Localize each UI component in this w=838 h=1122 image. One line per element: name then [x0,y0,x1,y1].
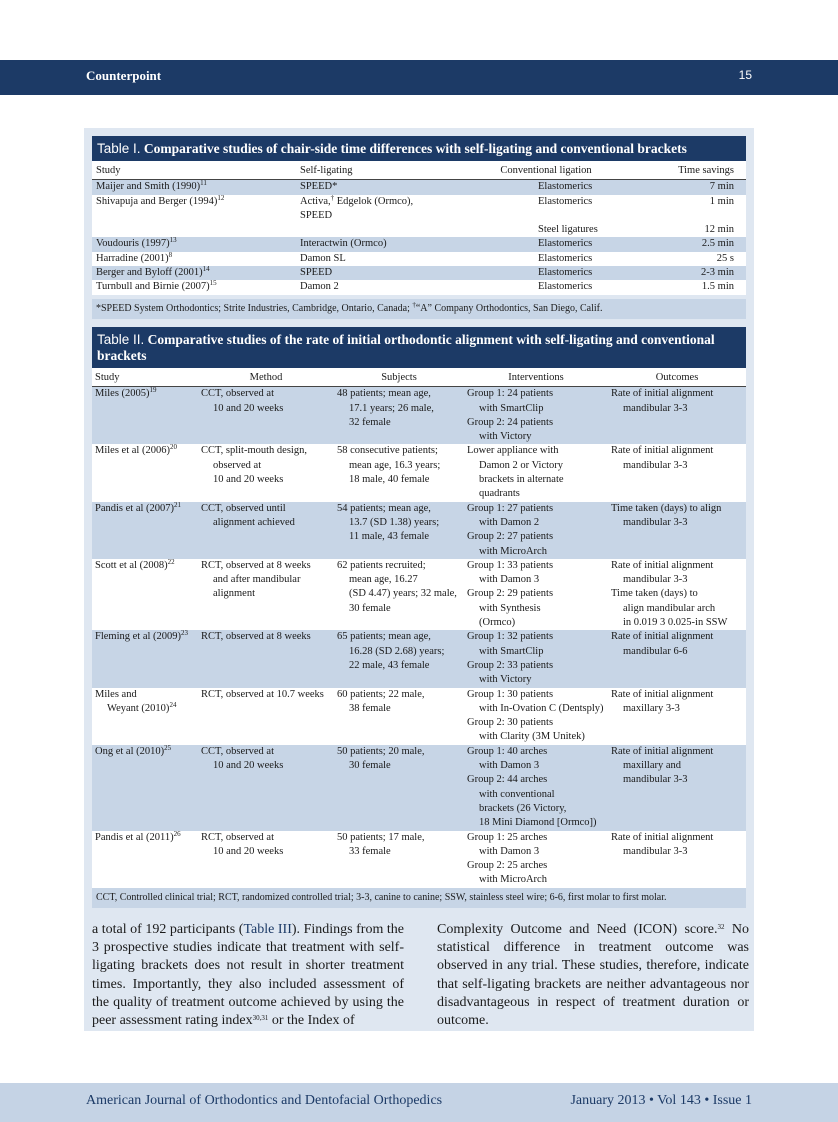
self-ligating: SPEED [300,267,333,279]
table-cell [92,180,274,195]
outcomes-line: Rate of initial alignment [611,745,714,757]
table-cell [440,280,652,294]
conventional-ligation: Elastomerics [538,267,593,279]
outcomes-line: Time taken (days) to align [611,502,722,514]
conventional-ligation: Elastomerics [538,238,593,250]
study-name: Maijer and Smith (1990) [96,181,201,193]
table-cell [464,688,608,745]
table-cell [440,180,652,195]
table-cell [440,237,652,251]
table-cell [274,180,440,195]
column-header: Outcomes [608,368,746,387]
self-ligating: Edgelok (Ormco), SPEED [300,195,414,221]
table-row [92,831,746,888]
issue-info: January 2013 • Vol 143 • Issue 1 [570,1093,752,1108]
subjects-line: 13.7 (SD 1.38) years; [349,516,440,528]
conventional-ligation: Steel ligatures [538,224,598,236]
table-row [92,280,746,294]
outcomes-line: Rate of initial alignment [611,831,714,843]
table-cell [334,387,464,445]
section-title: Counterpoint [86,68,162,83]
subjects-line: 18 male, 40 female [349,474,430,486]
interventions-line: Group 2: 30 patients [467,717,554,729]
table-cell [198,831,334,888]
dagger-mark: † [330,193,335,202]
table-cell [198,444,334,501]
interventions-line: Lower appliance with [467,445,559,457]
table-cell [652,195,746,224]
interventions-line: with MicroArch [479,545,547,557]
citation-ref: 32 [717,923,725,931]
table-row [92,266,746,280]
study-name: Scott et al $(2008)^{22}$ [95,557,175,571]
table-cell [652,252,746,266]
method-line: RCT, observed at 8 weeks [201,559,311,571]
table-cell [608,630,746,687]
self-ligating: Interactwin (Ormco) [300,238,387,250]
table-2-caption [92,327,746,368]
study-name: Shivapuja and Berger (1994) [96,195,218,207]
table-1 [92,136,746,319]
table-cell [198,559,334,630]
column-header: Conventional ligation [440,161,652,180]
table-cell [274,195,440,224]
table-1-title: Comparative studies of chair-side time differences with self-ligating and conventional brackets [143,141,687,156]
table-cell [92,195,274,224]
footnote-text: *SPEED System Orthodontics; Strite Industries, Cambridge, Ontario, Canada; [96,302,413,314]
table-1-grid [92,161,746,295]
table-cell [464,444,608,501]
table-cell [92,831,198,888]
table-row [92,223,746,237]
interventions-line: Group 1: 33 patients [467,559,554,571]
table-cell [652,280,746,294]
study-name: Pandis et al $(2007)^{21}$ [95,500,182,514]
table-cell [198,502,334,559]
study-name: Berger and Byloff (2001) [96,267,203,279]
method-line: CCT, split-mouth design, [201,445,307,457]
table-cell [92,688,198,745]
study-name: Turnbull and Birnie (2007) [96,281,210,293]
conventional-ligation: Elastomerics [538,195,593,207]
table-cell [608,502,746,559]
subjects-line: 22 male, 43 female [349,659,430,671]
table-cell [334,502,464,559]
subjects-line: 65 patients; mean age, [337,631,431,643]
self-ligating: SPEED* [300,181,338,193]
interventions-line: with Victory [479,674,532,686]
interventions-line: 18 Mini Diamond [Ormco]) [479,817,597,829]
running-footer [0,1083,838,1122]
citation-ref: 15 [209,279,217,288]
interventions-line: Group 2: 27 patients [467,531,554,543]
subjects-line: 50 patients; 17 male, [337,831,425,843]
table-cell [92,502,198,559]
table-cell [92,223,274,237]
outcomes-line: maxillary and [623,760,682,772]
interventions-line: with Victory [479,431,532,443]
outcomes-line: maxillary 3-3 [623,702,680,714]
outcomes-line: Rate of initial alignment [611,388,714,400]
subjects-line: 30 female [349,602,391,614]
outcomes-line: Rate of initial alignment [611,631,714,643]
table-cell [464,559,608,630]
column-header: Time savings [652,161,746,180]
table-cell [92,444,198,501]
table-cell [198,630,334,687]
table-cell [334,630,464,687]
citation-ref: 12 [217,193,225,202]
table-cell [652,180,746,195]
table-2-title: Comparative studies of the rate of initial orthodontic alignment with self-ligating and conventional brackets [97,332,715,363]
table-cell [608,745,746,831]
table-3-link[interactable]: Table III [243,922,292,937]
body-text: Complexity Outcome and Need (ICON) score. [437,922,718,937]
table-cell [334,745,464,831]
method-line: 10 and 20 weeks [213,402,284,414]
self-ligating: Activa, [300,195,331,207]
interventions-line: with MicroArch [479,874,547,886]
page-number: 15 [738,68,752,82]
interventions-line: Group 2: 25 arches [467,860,548,872]
interventions-line: with Damon 2 [479,516,540,528]
table-1-header-row [92,161,746,180]
study-name: Harradine (2001) [96,252,169,264]
interventions-line: with Synthesis [479,602,541,614]
citation-ref: 11 [200,179,207,188]
body-text: a total of 192 participants ( [92,922,244,937]
table-cell [92,280,274,294]
outcomes-line: align mandibular arch [623,602,716,614]
outcomes-line: Rate of initial alignment [611,688,714,700]
outcomes-line: Rate of initial alignment [611,559,714,571]
interventions-line: Group 1: 24 patients [467,388,554,400]
self-ligating: Damon SL [300,252,346,264]
table-cell [608,387,746,445]
interventions-line: with Damon 3 [479,845,540,857]
journal-name: American Journal of Orthodontics and Dentofacial Orthopedics [86,1093,443,1108]
interventions-line: Group 1: 25 arches [467,831,548,843]
method-line: 10 and 20 weeks [213,845,284,857]
table-cell [198,745,334,831]
method-line: observed at [213,459,262,471]
table-cell [92,745,198,831]
table-row [92,688,746,745]
table-row [92,630,746,687]
interventions-line: with SmartClip [479,402,544,414]
table-cell [198,387,334,445]
time-savings: 2-3 min [701,267,734,279]
table-cell [608,444,746,501]
table-cell [274,280,440,294]
citation-ref: 8 [168,250,173,259]
table-cell [334,831,464,888]
citation-ref: 24 [169,700,177,709]
table-row [92,444,746,501]
method-line: RCT, observed at 10.7 weeks [201,688,324,700]
subjects-line: 58 consecutive patients; [337,445,438,457]
table-cell [274,252,440,266]
table-cell [464,387,608,445]
subjects-line: 62 patients recruited; [337,559,426,571]
table-cell [274,266,440,280]
time-savings: 25 s [716,252,734,264]
outcomes-line: Rate of initial alignment [611,445,714,457]
conventional-ligation: Elastomerics [538,181,593,193]
subjects-line: 32 female [349,416,391,428]
table-cell [198,688,334,745]
table-cell [440,223,652,237]
interventions-line: with SmartClip [479,645,544,657]
column-header: Method [198,368,334,387]
dagger-mark: † [412,300,416,309]
column-header: Interventions [464,368,608,387]
study-name: Miles et al $(2006)^{20}$ [95,443,177,457]
interventions-line: Group 2: 29 patients [467,588,554,600]
method-line: alignment achieved [213,516,295,528]
subjects-line: 60 patients; 22 male, [337,688,425,700]
study-name: Ong et al $(2010)^{25}$ [95,743,172,757]
outcomes-line: mandibular 3-3 [623,574,688,586]
interventions-line: Group 1: 40 arches [467,745,548,757]
table-2-label: Table II. [97,332,145,347]
table-cell [608,559,746,630]
interventions-line: with Damon 3 [479,574,540,586]
interventions-line: Group 2: 44 arches [467,774,548,786]
interventions-line: (Ormco) [479,617,516,629]
time-savings: 7 min [709,181,734,193]
table-cell [92,237,274,251]
subjects-line: (SD 4.47) years; 32 male, [349,588,457,600]
citation-ref: 23 [181,629,189,638]
method-line: CCT, observed at [201,745,274,757]
table-row [92,387,746,445]
interventions-line: with Damon 3 [479,760,540,772]
interventions-line: Group 1: 30 patients [467,688,554,700]
table-2-header-row [92,368,746,387]
table-cell [274,237,440,251]
table-row [92,195,746,224]
interventions-line: with conventional [479,788,555,800]
study-name: Fleming et al $(2009)^{23}$ [95,629,189,643]
column-header: Subjects [334,368,464,387]
outcomes-line: mandibular 3-3 [623,774,688,786]
table-cell [464,630,608,687]
subjects-line: 48 patients; mean age, [337,388,431,400]
table-row [92,252,746,266]
outcomes-line: mandibular 6-6 [623,645,688,657]
time-savings: 1.5 min [701,281,734,293]
body-text: or the Index of [268,1013,355,1029]
body-text: No statistical difference in treatment outcome was observed in any trial. These studies, therefore, indicate that self-ligating brackets are neither advantageous nor disadvantageous in respect of treatment duration or outcome. [437,922,749,1029]
table-cell [652,223,746,237]
table-cell [440,266,652,280]
time-savings: 1 min [709,195,734,207]
body-column-left [92,921,404,1030]
outcomes-line: mandibular 3-3 [623,845,688,857]
outcomes-line: in 0.019 3 0.025-in SSW [623,617,728,629]
table-cell [92,387,198,445]
citation-ref: 20 [169,443,177,452]
method-line: RCT, observed at 8 weeks [201,631,311,643]
interventions-line: quadrants [479,488,520,500]
outcomes-line: mandibular 3-3 [623,402,688,414]
table-cell [464,502,608,559]
table-cell [92,630,198,687]
subjects-line: 11 male, 43 female [349,531,430,543]
interventions-line: with In-Ovation C (Dentsply) [479,702,604,714]
outcomes-line: mandibular 3-3 [623,516,688,528]
method-line: CCT, observed at [201,388,274,400]
interventions-line: brackets in alternate [479,474,564,486]
subjects-line: 30 female [349,760,391,772]
subjects-line: 50 patients; 20 male, [337,745,425,757]
table-cell [92,252,274,266]
table-2-grid [92,368,746,888]
study-name: Weyant $(2010)^{24}$ [107,700,177,714]
table-cell [608,688,746,745]
subjects-line: 16.28 (SD 2.68) years; [349,645,445,657]
interventions-line: with Clarity (3M Unitek) [479,731,585,743]
interventions-line: brackets (26 Victory, [479,802,567,814]
citation-ref: 22 [167,557,175,566]
table-2 [92,327,746,908]
table-cell [652,266,746,280]
table-row [92,237,746,251]
citation-ref: 30,31 [252,1014,269,1023]
method-line: 10 and 20 weeks [213,760,284,772]
study-name: Voudouris (1997) [96,238,170,250]
subjects-line: 17.1 years; 26 male, [349,402,434,414]
outcomes-line: Time taken (days) to [611,588,698,600]
body-text: ). Findings from the 3 prospective studies indicate that treatment with self-ligating brackets does not result in shorter treatment times. Importantly, they also included assessment of the quality of treatment outcome achieved by using the peer assessment rating index [92,922,404,1029]
subjects-line: mean age, 16.27 [349,574,418,586]
citation-ref: 19 [149,386,157,395]
study-name: Pandis et al $(2011)^{26}$ [95,829,181,843]
table-1-footnote [92,299,746,319]
column-header: Self-ligating [274,161,440,180]
method-line: 10 and 20 weeks [213,474,284,486]
table-cell [464,745,608,831]
citation-ref: 14 [202,265,210,274]
citation-ref: 26 [173,829,181,838]
subjects-line: mean age, 16.3 years; [349,459,441,471]
study-name: Miles $(2005)^{19}$ [95,386,157,400]
table-cell [92,559,198,630]
table-cell [334,559,464,630]
table-row [92,502,746,559]
running-header [0,60,838,95]
table-1-caption [92,136,746,161]
table-row [92,559,746,630]
table-2-footnote: CCT, Controlled clinical trial; RCT, randomized controlled trial; 3-3, canine to canine; SSW, stainless steel wire; 6-6, first molar to first molar. [92,888,746,908]
citation-ref: 13 [169,236,177,245]
interventions-line: Group 1: 27 patients [467,502,554,514]
table-cell [440,195,652,224]
subjects-line: 54 patients; mean age, [337,502,431,514]
table-cell [92,266,274,280]
citation-ref: 21 [174,500,182,509]
table-1-label: Table I. [97,141,141,156]
method-line: alignment [213,588,255,600]
subjects-line: 38 female [349,702,391,714]
table-row [92,180,746,195]
column-header: Study [92,368,198,387]
table-cell [334,444,464,501]
table-cell [334,688,464,745]
method-line: and after mandibular [213,574,301,586]
column-header: Study [92,161,274,180]
citation-ref: 25 [164,743,172,752]
table-cell [274,223,440,237]
interventions-line: Damon 2 or Victory [479,459,564,471]
study-name: Miles and [95,688,137,700]
table-cell [440,252,652,266]
table-cell [608,831,746,888]
method-line: CCT, observed until [201,502,286,514]
time-savings: 12 min [704,224,734,236]
self-ligating: Damon 2 [300,281,339,293]
method-line: RCT, observed at [201,831,274,843]
time-savings: 2.5 min [701,238,734,250]
table-row [92,745,746,831]
body-column-right [437,921,749,1030]
subjects-line: 33 female [349,845,391,857]
interventions-line: Group 2: 24 patients [467,416,554,428]
outcomes-line: mandibular 3-3 [623,459,688,471]
conventional-ligation: Elastomerics [538,281,593,293]
table-cell [652,237,746,251]
footnote-text: “A” Company Orthodontics, San Diego, Calif. [415,302,603,314]
interventions-line: Group 1: 32 patients [467,631,554,643]
table-cell [464,831,608,888]
conventional-ligation: Elastomerics [538,252,593,264]
interventions-line: Group 2: 33 patients [467,659,554,671]
